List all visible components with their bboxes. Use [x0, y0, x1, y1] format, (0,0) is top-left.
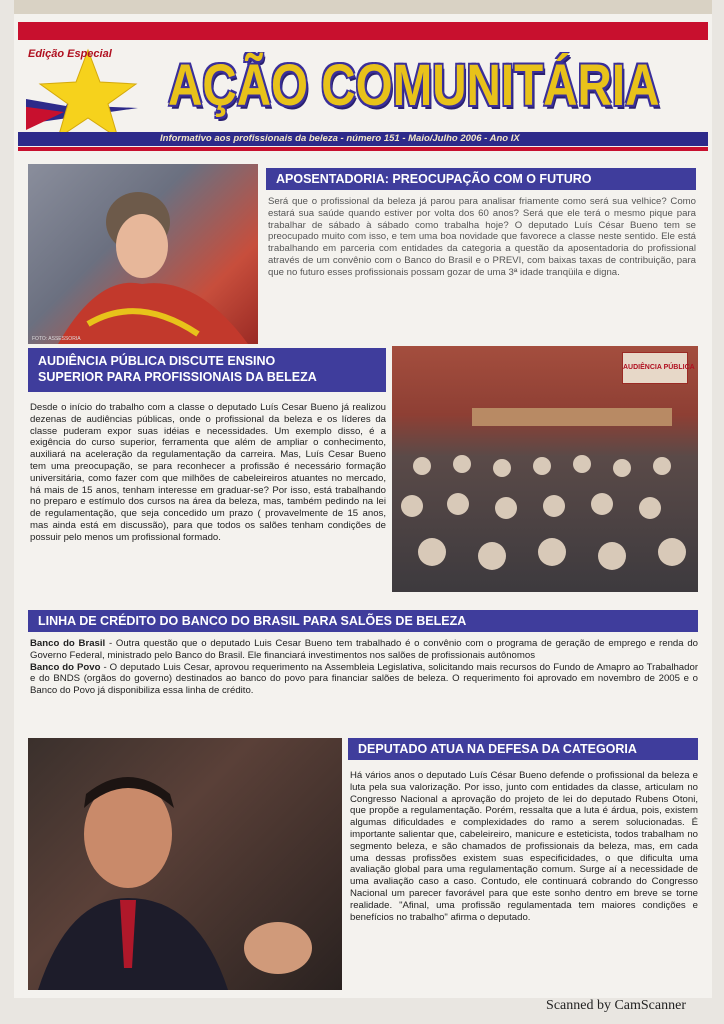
masthead-bottom-rule: [18, 147, 708, 151]
woman-portrait-photo: [28, 164, 258, 344]
scanner-watermark: Scanned by CamScanner: [546, 998, 686, 1013]
masthead-red-bar: [18, 22, 708, 40]
paragraph-text: - Outra questão que o deputado Luis Cesar Bueno tem trabalhado é o convênio com o programa de geração de emprego e renda do Governo Federal, ministrado pelo Banco do Brasil. Ele financiará investimentos nos salões de profissionais autônomos: [30, 638, 698, 661]
portrait-figure-icon: [28, 738, 342, 990]
article-body: Desde o início do trabalho com a classe o deputado Luís Cesar Bueno já realizou dezenas de audiências públicas, onde o profissional da beleza e os líderes da classe puderam expor suas idéias e necessidades. Um exemplo disso, é a exigência do curso superior, ferramenta que além de ampliar o conhecimento, auxiliará na aceleração da regulamentação da carreira. Mas, Luís Cesar Bueno tem uma preocupação, se para reconhecer a profissão é necessário formação universitária, como fazer com que milhões de cabeleireiros atuantes no mercado, há mais de 15 anos, tenham interesse em graduar-se? Por isso, está trabalhando no preparo e estímulo dos cursos na área da beleza, mas, também pedindo na lei de regulamentação, que seja concedido um prazo ( provavelmente de 15 anos, mas ainda está em discussão), para que todos os salões tenham condições de possuir pelo menos um profissional formado.: [30, 402, 386, 543]
heading-line: SUPERIOR PARA PROFISSIONAIS DA BELEZA: [38, 370, 317, 384]
article-heading: DEPUTADO ATUA NA DEFESA DA CATEGORIA: [348, 738, 698, 760]
deputy-portrait-photo: [28, 738, 342, 990]
masthead-title: AÇÃO COMUNITÁRIA: [168, 53, 660, 118]
paragraph-text: - O deputado Luis Cesar, aprovou requerimento na Assembleia Legislativa, solicitando mais recursos do Fundo de Amapro ao Trabalhador e do BNDS (orgãos do governo) destinados ao banco do povo para financiar salões de beleza. O requerimento foi aprovado em novembro de 2005 e o Banco do Povo já disponibiliza essa linha de crédito.: [30, 661, 699, 697]
article-heading: [28, 348, 386, 392]
paragraph-label: Banco do Povo: [30, 661, 101, 673]
masthead-subtitle-bar: [18, 132, 708, 146]
photo-credit: FOTO: ASSESSORIA: [32, 336, 81, 342]
article-body: Há vários anos o deputado Luís César Bueno defende o profissional da beleza e luta pela sua valorização. Por isso, junto com entidades da classe, articulam no Congresso Nacional a aprovação do projeto de lei do deputado Rubens Otoni, que propõe a regulamentação. Porém, ressalta que a luta é árdua, pois, existem algumas dificuldades e complexidades do ramo a serem solucionadas. É importante salientar que, cabeleireiro, manicure e esteticista, todos trabalham no segmento beleza, e são chamados de profissionais da beleza, mas, em cada uma dessas profissões existem suas especificidades, o que dificulta uma avaliação global para uma regulamentação comum. Surge aí a necessidade de uma avaliação caso a caso. Contudo, ele continuará cobrando do Congresso Nacional um parecer favorável para que este sonho dentro em breve se torne realidade. "Afinal, uma profissão regulamentada tem maiores condições e benefícios no trabalho" afirma o deputado.: [350, 770, 698, 923]
previous-page-strip: [14, 0, 712, 14]
portrait-figure-icon: [28, 164, 258, 344]
audience-banner: AUDIÊNCIA PÚBLICA: [622, 352, 688, 384]
article-heading: LINHA DE CRÉDITO DO BANCO DO BRASIL PARA SALÕES DE BELEZA: [28, 610, 698, 632]
paragraph-label: Banco do Brasil: [30, 638, 106, 649]
edition-label: Edição Especial: [28, 48, 112, 60]
newspaper-page: [14, 0, 712, 998]
masthead: [18, 40, 708, 146]
audience-photo: [392, 346, 698, 592]
masthead-subtitle: Informativo aos profissionais da beleza - número 151 - Maio/Julho 2006 - Ano IX: [160, 133, 520, 144]
star-icon: [26, 46, 156, 142]
article-body: [30, 638, 698, 697]
article-body: Será que o profissional da beleza já parou para analisar friamente como será sua velhice? Como estará sua saúde quando estiver por volta dos 60 anos? Será que ele terá o mesmo pique para trabalhar de sábado à sábado como trabalha hoje? O deputado Luís César Bueno tem se preocupado muito com isso, e tem uma boa novidade que favorece a classe neste sentido. Ele está trabalhando em parceria com entidades da categoria a questão da aposentadoria do profissional através de um convênio com o Banco do Brasil e o PREVI, com baixas taxas de contribuição, para que no futuro esses profissionais possam gozar de uma 3ª idade tranqüila e digna.: [268, 196, 696, 278]
article-heading: APOSENTADORIA: PREOCUPAÇÃO COM O FUTURO: [266, 168, 696, 190]
heading-line: AUDIÊNCIA PÚBLICA DISCUTE ENSINO: [38, 354, 276, 368]
